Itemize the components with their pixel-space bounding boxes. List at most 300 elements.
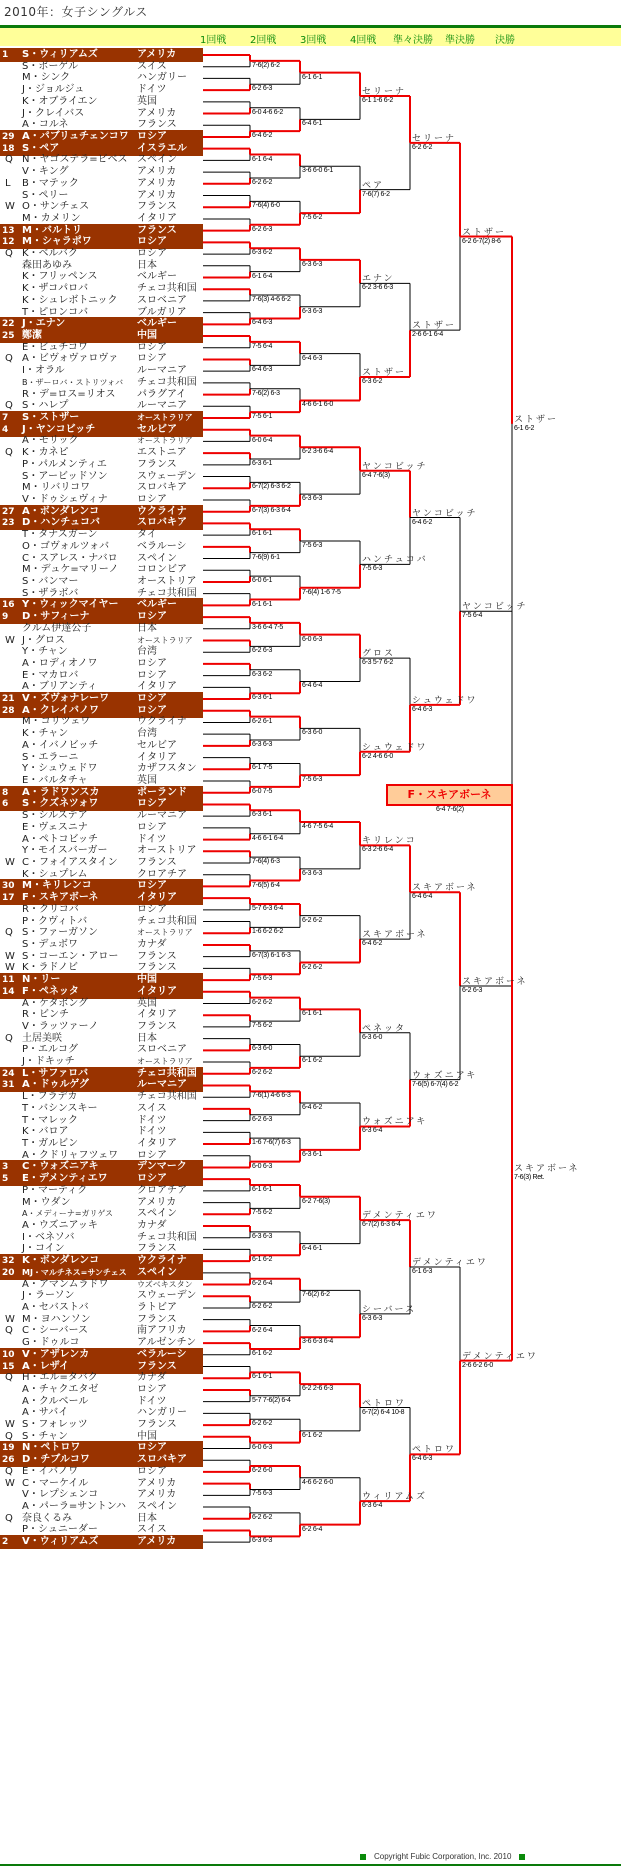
entry-mark: W: [5, 634, 15, 646]
player-nationality: クロアチア: [137, 868, 187, 880]
copyright: Copyright Fubic Corporation, Inc. 2010: [374, 1852, 512, 1861]
entry-mark: Q: [5, 447, 13, 459]
player-name: M・デュケ=マリーノ: [22, 564, 119, 576]
player-nationality: オーストリア: [137, 845, 197, 857]
match-score: 7-5 6-2: [252, 1022, 273, 1030]
player-name: M・リバリコワ: [22, 482, 91, 494]
match-score: 6-7(2) 6-4 10-8: [362, 1408, 405, 1416]
match-score: 6-2 6-2: [412, 143, 433, 151]
player-name: A・モリック: [22, 435, 79, 447]
player-nationality: ロシア: [137, 611, 167, 623]
match-winner: スキアボーネ: [362, 930, 428, 941]
entry-mark: Q: [5, 1032, 13, 1044]
player-nationality: フランス: [137, 1243, 177, 1255]
player-name: J・グロス: [22, 634, 65, 646]
match-score: 7-5 6-4: [252, 342, 273, 350]
seed-number: 24: [2, 1068, 15, 1079]
player-nationality: フランス: [137, 119, 177, 131]
player-nationality: ハンガリー: [137, 1407, 187, 1419]
match-score: 6-3 6-3: [252, 1537, 273, 1545]
player-nationality: ロシア: [137, 248, 167, 260]
match-score: 7-6(5) 6-7(4) 6-2: [412, 1080, 459, 1088]
player-name: S・シルステア: [22, 810, 88, 822]
player-nationality: イタリア: [137, 1009, 177, 1021]
player-name: V・ウィリアムズ: [22, 1536, 99, 1548]
player-name: I・ベネソバ: [22, 1231, 75, 1243]
player-nationality: カナダ: [137, 938, 167, 950]
seed-number: 10: [2, 1349, 15, 1360]
seed-number: 6: [2, 799, 9, 810]
match-score: 6-2 3-6 6-4: [302, 448, 333, 456]
player-name: C・ウォズニアキ: [22, 1161, 99, 1173]
player-name: Y・チャン: [22, 646, 68, 658]
player-nationality: スウェーデン: [137, 1290, 197, 1302]
player-name: G・ドゥルコ: [22, 1337, 80, 1349]
player-name: A・レザイ: [22, 1360, 70, 1372]
match-score: 7-6(2) 6-2: [302, 1291, 330, 1299]
player-nationality: ウズベキスタン: [137, 1279, 193, 1289]
player-name: A・イバノビッチ: [22, 739, 99, 751]
match-winner: デメンティエワ: [462, 1351, 538, 1362]
player-nationality: ロシア: [137, 493, 167, 505]
player-nationality: アメリカ: [137, 1536, 177, 1548]
player-name: D・ハンチュコバ: [22, 517, 101, 529]
player-name: 奈良くるみ: [22, 1512, 72, 1524]
player-nationality: タイ: [137, 529, 157, 541]
seed-number: 7: [2, 413, 9, 423]
match-score: 6-1 6-1: [302, 1010, 323, 1018]
player-nationality: スペイン: [137, 154, 177, 166]
match-score: 6-0 6-4: [252, 436, 273, 444]
player-nationality: イタリア: [137, 212, 177, 224]
player-nationality: チェコ共和国: [137, 915, 197, 927]
player-name: P・パルメンティエ: [22, 458, 107, 470]
match-score: 6-2 6-7(2) 8-6: [462, 237, 501, 245]
player-name: K・シュレボトニック: [22, 294, 118, 306]
player-name: M・バルトリ: [22, 224, 82, 236]
player-nationality: ウクライナ: [137, 1255, 187, 1267]
match-score: 6-2 6-2: [302, 916, 323, 924]
match-score: 6-3 6-1: [252, 459, 273, 467]
player-nationality: スイス: [137, 1102, 167, 1114]
player-nationality: イタリア: [137, 985, 177, 997]
player-nationality: チェコ共和国: [137, 376, 197, 388]
match-score: 3-6 6-3 6-4: [302, 1338, 333, 1346]
match-score: 6-3 6-3: [302, 260, 323, 268]
player-nationality: ロシア: [137, 353, 167, 365]
entry-mark: W: [5, 962, 15, 974]
player-name: A・コルネ: [22, 119, 69, 131]
player-nationality: 台湾: [137, 728, 157, 740]
seed-number: 29: [2, 131, 15, 142]
entry-mark: Q: [5, 400, 13, 412]
player-nationality: フランス: [137, 224, 177, 236]
player-name: I・オラル: [22, 365, 65, 377]
player-name: A・ビヴォヴァロヴァ: [22, 353, 119, 365]
match-score: 7-5 6-4: [462, 612, 483, 620]
player-nationality: パラグアイ: [137, 388, 187, 400]
seed-number: 5: [2, 1174, 9, 1185]
match-winner: シーバース: [362, 1304, 417, 1315]
match-score: 6-0 6-3: [252, 1443, 273, 1451]
player-nationality: ルーマニア: [137, 810, 187, 822]
player-name: J・エナン: [22, 318, 66, 330]
player-nationality: クロアチア: [137, 1184, 187, 1196]
match-score: 7-6(4) 6-3: [252, 858, 280, 866]
player-nationality: ロシア: [137, 798, 167, 810]
player-nationality: ベラルーシ: [137, 540, 187, 552]
match-score: 6-3 6-1: [302, 1150, 323, 1158]
match-score: 6-1 6-1: [252, 1186, 273, 1193]
player-nationality: ロシア: [137, 236, 167, 248]
match-score: 6-4 6-4: [412, 893, 433, 901]
match-score: 6-1 6-2: [302, 1431, 323, 1439]
player-name: K・バロア: [22, 1126, 69, 1138]
match-winner: スキアボーネ: [412, 883, 478, 894]
player-name: R・デ=ロス=リオス: [22, 388, 116, 400]
player-nationality: 中国: [137, 330, 157, 342]
match-score: 6-2 6-0: [252, 1467, 273, 1475]
player-name: A・サバイ: [22, 1407, 69, 1419]
player-nationality: イスラエル: [137, 142, 187, 154]
match-score: 6-3 6-0: [302, 729, 323, 737]
match-score: 6-3 6-2: [252, 670, 273, 678]
player-nationality: 日本: [137, 1032, 157, 1044]
player-name: A・チャクエタゼ: [22, 1383, 99, 1395]
player-nationality: オーストリア: [137, 575, 197, 587]
player-nationality: 日本: [137, 259, 157, 271]
match-score: 6-1 6-2: [252, 1349, 273, 1357]
player-nationality: ルーマニア: [137, 1079, 187, 1091]
seed-number: 17: [2, 893, 15, 904]
match-winner: ペネッタ: [362, 1023, 407, 1034]
player-nationality: ロシア: [137, 1173, 167, 1185]
seed-number: 20: [2, 1267, 15, 1278]
player-name: F・ペネッタ: [22, 985, 79, 997]
match-score: 6-1 6-2: [252, 1256, 273, 1264]
player-nationality: オーストラリア: [137, 928, 193, 938]
match-score: 6-2 6-2: [252, 1513, 273, 1521]
player-nationality: 中国: [137, 974, 157, 986]
round-header-6: 準決勝: [445, 35, 475, 46]
player-nationality: ラトビア: [137, 1301, 177, 1313]
player-name: A・ボンダレンコ: [22, 505, 100, 517]
player-name: A・セバストバ: [22, 1301, 89, 1313]
player-name: A・ドゥルゲグ: [22, 1079, 89, 1091]
match-score: 6-0 7-5: [252, 787, 273, 795]
entry-mark: Q: [5, 248, 13, 260]
match-score: 3-6 6-4 7-5: [252, 623, 283, 631]
player-nationality: 英国: [137, 95, 157, 107]
player-nationality: ベルギー: [137, 271, 177, 283]
player-nationality: オーストラリア: [137, 436, 193, 446]
match-winner: ペア: [362, 180, 385, 191]
player-nationality: アメリカ: [137, 49, 177, 60]
seed-number: 8: [2, 787, 9, 798]
player-name: M・カメリン: [22, 212, 81, 224]
match-score: 6-3 6-4: [362, 1502, 383, 1510]
match-score: 6-1 6-1: [252, 600, 273, 608]
seed-number: 27: [2, 506, 15, 517]
match-winner: ペトロワ: [362, 1398, 407, 1409]
match-winner: シュウェドワ: [412, 695, 478, 706]
match-score: 4-6 6-1 6-0: [302, 401, 333, 409]
player-nationality: 中国: [137, 1430, 157, 1442]
entry-mark: W: [5, 1477, 15, 1489]
player-name: S・ウィリアムズ: [22, 49, 98, 60]
match-score: 6-4 6-1: [302, 1244, 323, 1252]
match-score: 6-2 6-2: [302, 963, 323, 971]
match-score: 6-4 6-4: [302, 682, 323, 690]
match-winner: グロス: [362, 649, 396, 660]
player-name: S・ファーガソン: [22, 927, 98, 939]
entry-mark: Q: [5, 1465, 13, 1477]
seed-number: 32: [2, 1256, 15, 1267]
match-winner: ペトロワ: [412, 1445, 457, 1456]
player-nationality: ロシア: [137, 1442, 167, 1454]
player-name: L・フラデカ: [22, 1091, 78, 1103]
match-winner: スキアボーネ: [462, 976, 528, 987]
player-name: S・フォレッツ: [22, 1419, 88, 1431]
player-name: A・ケタボング: [22, 997, 89, 1009]
player-nationality: スイス: [137, 60, 167, 72]
match-score: 6-2 4-6 6-0: [362, 752, 393, 760]
match-winner: ストザー: [514, 414, 559, 425]
player-name: N・リー: [22, 974, 61, 986]
player-nationality: 日本: [137, 1512, 157, 1524]
match-score: 6-1 7-5: [252, 764, 273, 772]
player-name: V・ドゥシェヴィナ: [22, 493, 108, 505]
player-name: K・フリッペンス: [22, 271, 98, 283]
player-name: P・シュニーダー: [22, 1524, 98, 1536]
player-nationality: ロシア: [137, 130, 167, 142]
player-name: MJ・マルチネス=サンチェス: [22, 1267, 127, 1277]
player-name: T・ガルビン: [22, 1138, 79, 1150]
match-winner: ウォズニアキ: [362, 1117, 428, 1128]
player-name: J・ヤンコビッチ: [22, 423, 96, 435]
match-score: 7-6(2) 6-3: [252, 389, 280, 397]
match-score: 6-3 6-0: [362, 1033, 383, 1041]
player-nationality: チェコ共和国: [137, 1231, 197, 1243]
player-nationality: フランス: [137, 1360, 177, 1372]
match-score: 6-3 6-0: [252, 1045, 273, 1053]
match-score: 6-1 6-2: [302, 1057, 323, 1065]
player-nationality: スロバキア: [137, 1454, 187, 1466]
match-winner: ヤンコビッチ: [362, 461, 428, 472]
player-name: V・ラッツァーノ: [22, 1020, 99, 1032]
player-name: A・アマンムラドワ: [22, 1278, 109, 1290]
entry-mark: W: [5, 1419, 15, 1431]
seed-number: 3: [2, 1162, 9, 1173]
seed-number: 18: [2, 143, 15, 154]
entry-mark: W: [5, 856, 15, 868]
round-header-4: 4回戦: [350, 35, 377, 46]
player-name: S・コーエン・アロー: [22, 950, 119, 962]
entry-mark: Q: [5, 1372, 13, 1384]
match-score: 6-3 6-4: [362, 1127, 383, 1135]
player-name: M・シンク: [22, 72, 71, 84]
seed-number: 14: [2, 986, 15, 997]
player-name: N・ヤゴステラ=ビベス: [22, 154, 128, 166]
seed-number: 22: [2, 319, 15, 330]
player-name: V・キング: [22, 166, 69, 178]
player-name: D・チブルコワ: [22, 1454, 90, 1466]
player-nationality: フランス: [137, 458, 177, 470]
match-score: 7-6(4) 6-0: [252, 202, 280, 210]
match-score: 6-7(3) 6-1 6-3: [252, 951, 291, 959]
entry-mark: Q: [5, 353, 13, 365]
player-name: H・エル=タバク: [22, 1372, 98, 1384]
player-nationality: 日本: [137, 622, 157, 634]
match-score: 6-4 6-2: [302, 1104, 323, 1112]
match-winner: デメンティエワ: [362, 1211, 438, 1222]
match-score: 7-6(9) 6-1: [252, 553, 280, 561]
match-winner: ハンチュコバ: [362, 555, 428, 566]
player-nationality: スロベニア: [137, 1044, 187, 1056]
match-score: 4-6 6-1 6-4: [252, 834, 283, 842]
player-name: J・コイン: [22, 1243, 65, 1255]
entry-mark: Q: [5, 154, 13, 166]
player-name: K・ザコパロバ: [22, 283, 89, 295]
match-score: 6-2 6-2: [252, 178, 273, 186]
final-score: 6-4 7-6(2): [436, 806, 464, 813]
player-nationality: デンマーク: [137, 1161, 187, 1173]
player-name: C・フォイアスタイン: [22, 856, 118, 868]
player-name: M・キリレンコ: [22, 880, 92, 892]
seed-number: 4: [2, 424, 9, 435]
match-score: 7-5 6-1: [252, 413, 273, 421]
player-nationality: アメリカ: [137, 1196, 177, 1208]
match-score: 6-4 7-6(3): [362, 471, 390, 479]
player-name: R・ビンチ: [22, 1009, 69, 1021]
player-nationality: オーストラリア: [137, 635, 193, 645]
player-nationality: カザフスタン: [137, 763, 197, 775]
player-name: N・ペトロワ: [22, 1442, 81, 1454]
match-score: 6-3 6-3: [302, 495, 323, 503]
seed-number: 9: [2, 612, 9, 623]
player-name: K・ボンダレンコ: [22, 1255, 100, 1267]
player-nationality: コロンビア: [137, 564, 187, 576]
bullet-icon: [360, 1854, 366, 1860]
player-nationality: ルーマニア: [137, 400, 187, 412]
player-nationality: フランス: [137, 950, 177, 962]
match-score: 6-2 6-2: [252, 1420, 273, 1428]
match-score: 7-5 6-2: [252, 1209, 273, 1217]
player-name: K・シュプレム: [22, 868, 88, 880]
match-score: 6-1 6-3: [412, 1267, 433, 1275]
match-score: 6-2 6-4: [252, 1279, 273, 1287]
player-nationality: チェコ共和国: [137, 1091, 197, 1103]
match-score: 6-3 6-1: [252, 694, 273, 702]
player-name: A・クドリャフツェワ: [22, 1149, 119, 1161]
player-nationality: ロシア: [137, 669, 167, 681]
player-name: E・バルタチャ: [22, 775, 88, 787]
match-score: 1-6 7-6(7) 6-3: [252, 1139, 291, 1147]
player-name: T・ピロンコバ: [22, 306, 89, 318]
match-score: 4-6 7-5 6-4: [302, 823, 333, 830]
player-nationality: ロシア: [137, 704, 167, 716]
match-score: 6-4 6-1: [302, 120, 323, 128]
player-name: Y・モイスバーガー: [22, 845, 108, 857]
match-score: 6-3 5-7 6-2: [362, 659, 393, 667]
match-score: 6-3 6-3: [252, 741, 273, 749]
player-name: S・デュボワ: [22, 938, 79, 950]
entry-mark: Q: [5, 1430, 13, 1442]
match-score: 6-1 6-1: [252, 1373, 273, 1381]
match-score: 6-3 6-3: [252, 1232, 273, 1240]
player-nationality: ロシア: [137, 1383, 167, 1395]
match-score: 6-4 6-3: [412, 1455, 433, 1463]
match-score: 6-2 2-6 6-3: [302, 1385, 333, 1393]
player-name: 鄭潔: [22, 330, 42, 342]
player-nationality: ドイツ: [137, 1114, 167, 1126]
match-score: 7-6(5) 6-4: [252, 881, 280, 889]
player-nationality: カナダ: [137, 1220, 167, 1231]
match-winner: エナン: [362, 274, 395, 285]
entry-mark: W: [5, 201, 15, 213]
player-name: S・ザラボバ: [22, 587, 79, 599]
player-name: クルム伊達公子: [22, 622, 92, 634]
player-name: M・ウダン: [22, 1196, 71, 1208]
match-score: 2-6 6-2 6-0: [462, 1361, 493, 1369]
player-nationality: チェコ共和国: [137, 1067, 197, 1079]
player-name: A・メディーナ=ガリゲス: [22, 1209, 114, 1219]
player-name: E・ビュチコワ: [22, 341, 88, 353]
player-nationality: ベラルーシ: [137, 1348, 187, 1360]
match-score: 7-5 6-3: [302, 776, 323, 784]
match-winner: セリーナ: [362, 86, 407, 97]
match-score: 7-6(3) Ret.: [514, 1174, 545, 1182]
player-name: S・チャン: [22, 1430, 69, 1442]
match-score: 6-0 6-3: [252, 1162, 273, 1170]
match-score: 7-5 6-2: [302, 214, 323, 222]
match-score: 6-2 6-3: [252, 1115, 273, 1123]
player-nationality: エストニア: [137, 447, 187, 459]
match-score: 6-4 6-2: [412, 518, 433, 526]
match-score: 7-6(3) 4-6 6-2: [252, 296, 291, 304]
player-nationality: フランス: [137, 962, 177, 974]
player-name: V・アザレンカ: [22, 1348, 90, 1360]
match-winner: セリーナ: [412, 133, 457, 144]
match-score: 6-0 4-6 6-2: [252, 108, 283, 116]
match-score: 7-6(2) 6-2: [252, 61, 280, 69]
player-name: K・ベルバク: [22, 248, 78, 260]
match-score: 7-5 6-3: [252, 1490, 273, 1498]
player-name: J・クレイバス: [22, 107, 85, 119]
player-name: D・サフィーナ: [22, 611, 90, 623]
seed-number: 13: [2, 225, 15, 236]
player-name: A・ロディオノワ: [22, 657, 98, 669]
match-score: 6-1 6-1: [252, 530, 273, 538]
player-nationality: スウェーデン: [137, 470, 197, 482]
player-nationality: スペイン: [137, 552, 177, 564]
round-header-5: 準々決勝: [393, 35, 433, 46]
player-name: T・バシンスキー: [22, 1102, 98, 1114]
player-name: S・ボーゲル: [22, 60, 79, 72]
match-score: 6-4 6-3: [412, 705, 433, 713]
player-nationality: 英国: [137, 997, 157, 1009]
player-name: 土居美咲: [22, 1032, 62, 1044]
player-name: V・ズヴォナレーワ: [22, 693, 110, 705]
match-score: 6-4 6-3: [252, 366, 273, 374]
match-winner: デメンティエワ: [412, 1257, 488, 1268]
match-score: 6-3 6-1: [252, 811, 273, 819]
player-name: B・ザーロバ・ストリツォバ: [22, 377, 124, 387]
player-nationality: セルビア: [137, 423, 177, 435]
match-score: 6-2 3-6 6-3: [362, 284, 393, 292]
player-nationality: ドイツ: [137, 833, 167, 845]
entry-mark: Q: [5, 1512, 13, 1524]
